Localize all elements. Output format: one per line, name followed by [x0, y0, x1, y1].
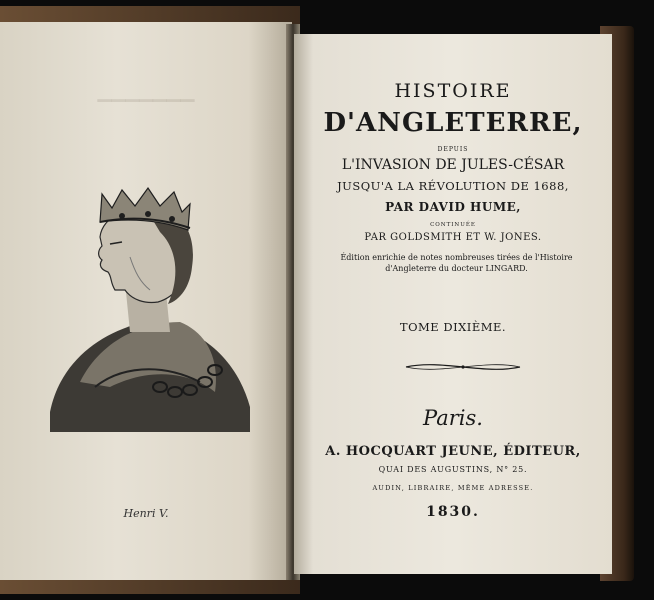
volume-label: TOME DIXIÈME. [399, 320, 507, 334]
show-through-text: ▔▔▔▔▔▔▔ [97, 100, 195, 121]
address-line: QUAI DES AUGUSTINS, N° 25. [378, 465, 528, 474]
title-line-1: HISTOIRE [394, 80, 512, 102]
author-line: PAR DAVID HUME, [385, 200, 521, 214]
bookseller-line: AUDIN, LIBRAIRE, MÊME ADRESSE. [372, 484, 534, 492]
continuee-label: CONTINUÉE [430, 222, 476, 228]
publisher-line: A. HOCQUART JEUNE, ÉDITEUR, [325, 444, 581, 459]
title-line-2: D'ANGLETERRE, [323, 108, 583, 138]
publication-year: 1830. [426, 504, 480, 520]
frontispiece-page [0, 22, 292, 580]
continuers-line: PAR GOLDSMITH ET W. JONES. [364, 232, 542, 243]
city-label: Paris. [423, 406, 483, 430]
subtitle-jusqua: JUSQU'A LA RÉVOLUTION DE 1688, [337, 179, 569, 193]
ornamental-rule [404, 362, 522, 372]
title-page [294, 34, 612, 574]
edition-note: Édition enrichie de notes nombreuses tirées de l'Histoire d'Angleterre du docteur LINGARD. [340, 253, 573, 273]
depuis-label: DEPUIS [437, 146, 469, 153]
subtitle-invasion: L'INVASION DE JULES-CÉSAR [341, 157, 565, 173]
king-portrait-illustration [40, 182, 260, 442]
portrait-caption: Henri V. [123, 507, 169, 520]
portrait-engraving [40, 182, 260, 442]
